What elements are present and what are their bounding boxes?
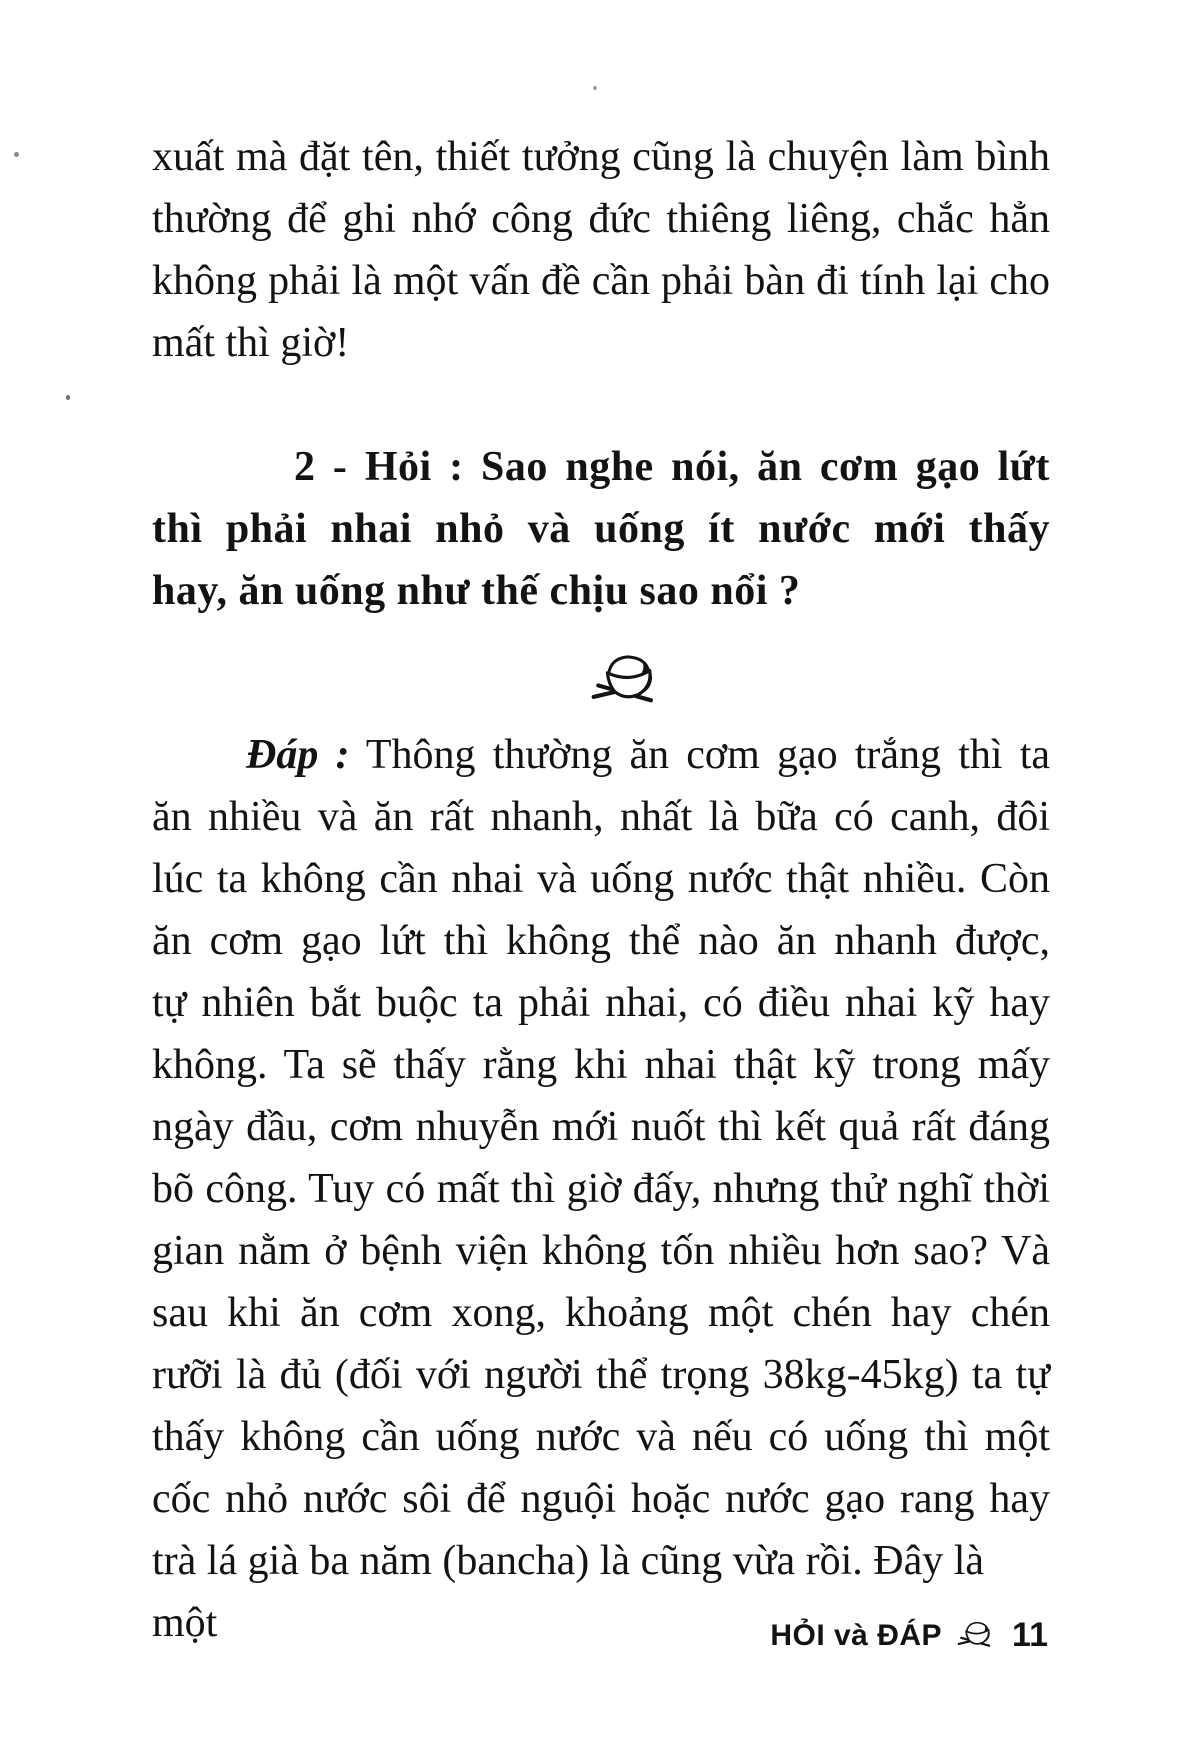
text-line: bõ công. Tuy có mất thì giờ đấy, nhưng thử nghĩ thời xyxy=(152,1166,1050,1212)
rice-bowl-chopsticks-icon xyxy=(582,650,674,714)
text-line: sau khi ăn cơm xong, khoảng một chén hay chén xyxy=(152,1290,1050,1336)
scan-speck xyxy=(14,152,19,157)
question-line: hay, ăn uống như thế chịu sao nổi ? xyxy=(152,568,801,614)
section-divider-ornament xyxy=(582,650,674,714)
text-line: thấy không cần uống nước và nếu có uống thì một xyxy=(152,1414,1050,1460)
text-line: ăn cơm gạo lứt thì không thể nào ăn nhanh được, xyxy=(152,918,1050,964)
text-line: lúc ta không cần nhai và uống nước thật nhiều. Còn xyxy=(152,856,1050,902)
scan-speck xyxy=(66,395,70,400)
scan-speck xyxy=(593,86,597,90)
question-line: thì phải nhai nhỏ và uống ít nước mới thấy xyxy=(152,506,1050,552)
text-line: mất thì giờ! xyxy=(152,320,350,366)
rice-bowl-chopsticks-icon xyxy=(954,1619,1000,1653)
page-footer xyxy=(770,1616,1048,1655)
answer-paragraph xyxy=(152,724,1050,1654)
answer-line-text: Thông thường ăn cơm gạo trắng thì ta xyxy=(365,732,1051,778)
question-line: 2 - Hỏi : Sao nghe nói, ăn cơm gạo lứt xyxy=(294,444,1050,490)
text-line: trà lá già ba năm (bancha) là cũng vừa rồi. Đây là một xyxy=(152,1538,985,1646)
text-line: xuất mà đặt tên, thiết tưởng cũng là chuyện làm bình xyxy=(152,134,1050,180)
page-number: 11 xyxy=(1012,1616,1048,1654)
text-line xyxy=(152,724,1050,786)
text-line: không phải là một vấn đề cần phải bàn đi tính lại cho xyxy=(152,258,1050,304)
text-line: không. Ta sẽ thấy rằng khi nhai thật kỹ trong mấy xyxy=(152,1042,1050,1088)
running-title: HỎI và ĐÁP xyxy=(770,1618,943,1652)
text-line: cốc nhỏ nước sôi để nguội hoặc nước gạo rang hay xyxy=(152,1476,1050,1522)
text-line: tự nhiên bắt buộc ta phải nhai, có điều nhai kỹ hay xyxy=(152,980,1050,1026)
opening-paragraph xyxy=(152,126,1050,374)
text-line: ăn nhiều và ăn rất nhanh, nhất là bữa có canh, đôi xyxy=(152,794,1050,840)
text-line: ngày đầu, cơm nhuyễn mới nuốt thì kết quả rất đáng xyxy=(152,1104,1050,1150)
answer-label: Đáp : xyxy=(246,732,350,778)
text-line: rưỡi là đủ (đối với người thể trọng 38kg-45kg) ta tự xyxy=(152,1352,1050,1398)
question-block xyxy=(152,436,1050,622)
text-line: gian nằm ở bệnh viện không tốn nhiều hơn sao? Và xyxy=(152,1228,1050,1274)
text-line: thường để ghi nhớ công đức thiêng liêng, chắc hẳn xyxy=(152,196,1050,242)
